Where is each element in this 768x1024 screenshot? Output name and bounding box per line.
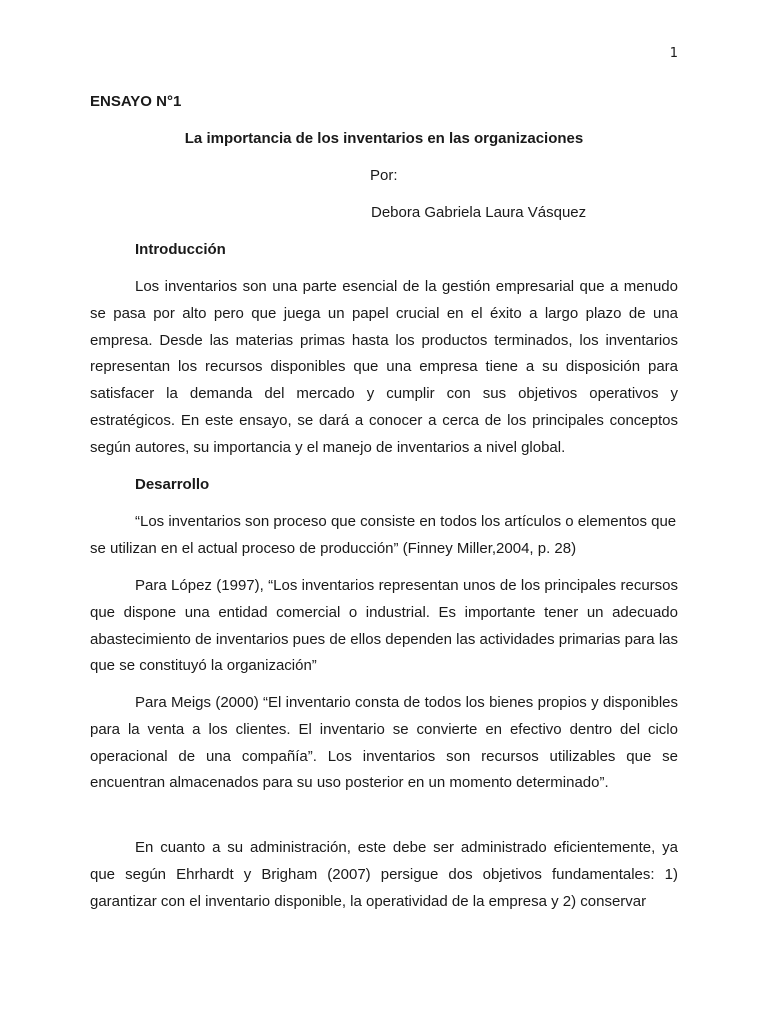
dev-paragraph-1: “Los inventarios son proceso que consiste en todos los artículos o elementos que se utilizan en el actual proceso de producción” (Finney Miller,2004, p. 28) xyxy=(90,513,677,557)
essay-title: La importancia de los inventarios en las organizaciones xyxy=(184,130,584,147)
page-number: 1 xyxy=(669,46,678,61)
dev-paragraph-4: En cuanto a su administración, este debe ser administrado eficientemente, ya que según Ehrhardt y Brigham (2007) persigue dos objetivos fundamentales: 1) garantizar con el inventario disponible, la operatividad de la empresa y 2) conservar xyxy=(90,839,678,910)
essay-label: ENSAYO N°1 xyxy=(90,93,182,110)
intro-heading: Introducción xyxy=(135,241,226,258)
dev-paragraph-2: Para López (1997), “Los inventarios representan unos de los principales recursos que dispone una entidad comercial o industrial. Es importante tener un adecuado abastecimiento de inventarios pues de ellos dependen las actividades primarias para las que se constituyó la organización” xyxy=(90,577,678,675)
development-heading: Desarrollo xyxy=(135,476,210,493)
by-label: Por: xyxy=(370,167,398,184)
intro-paragraph: Los inventarios son una parte esencial de la gestión empresarial que a menudo se pasa por alto pero que juega un papel crucial en el éxito a largo plazo de una empresa. Desde las materias primas hasta los productos terminados, los inventarios representan los recursos disponibles que una empresa tiene a su disposición para satisfacer la demanda del mercado y cumplir con sus objetivos operativos y estratégicos. En este ensayo, se dará a conocer a cerca de los principales conceptos según autores, su importancia y el manejo de inventarios a nivel global. xyxy=(90,278,678,456)
dev-paragraph-3: Para Meigs (2000) “El inventario consta de todos los bienes propios y disponibles para la venta a los clientes. El inventario se convierte en efectivo dentro del ciclo operacional de una compañía”. Los inventarios son recursos utilizables que se encuentran almacenados para su uso posterior en un momento determinado”. xyxy=(90,694,678,792)
author-name: Debora Gabriela Laura Vásquez xyxy=(371,204,587,221)
